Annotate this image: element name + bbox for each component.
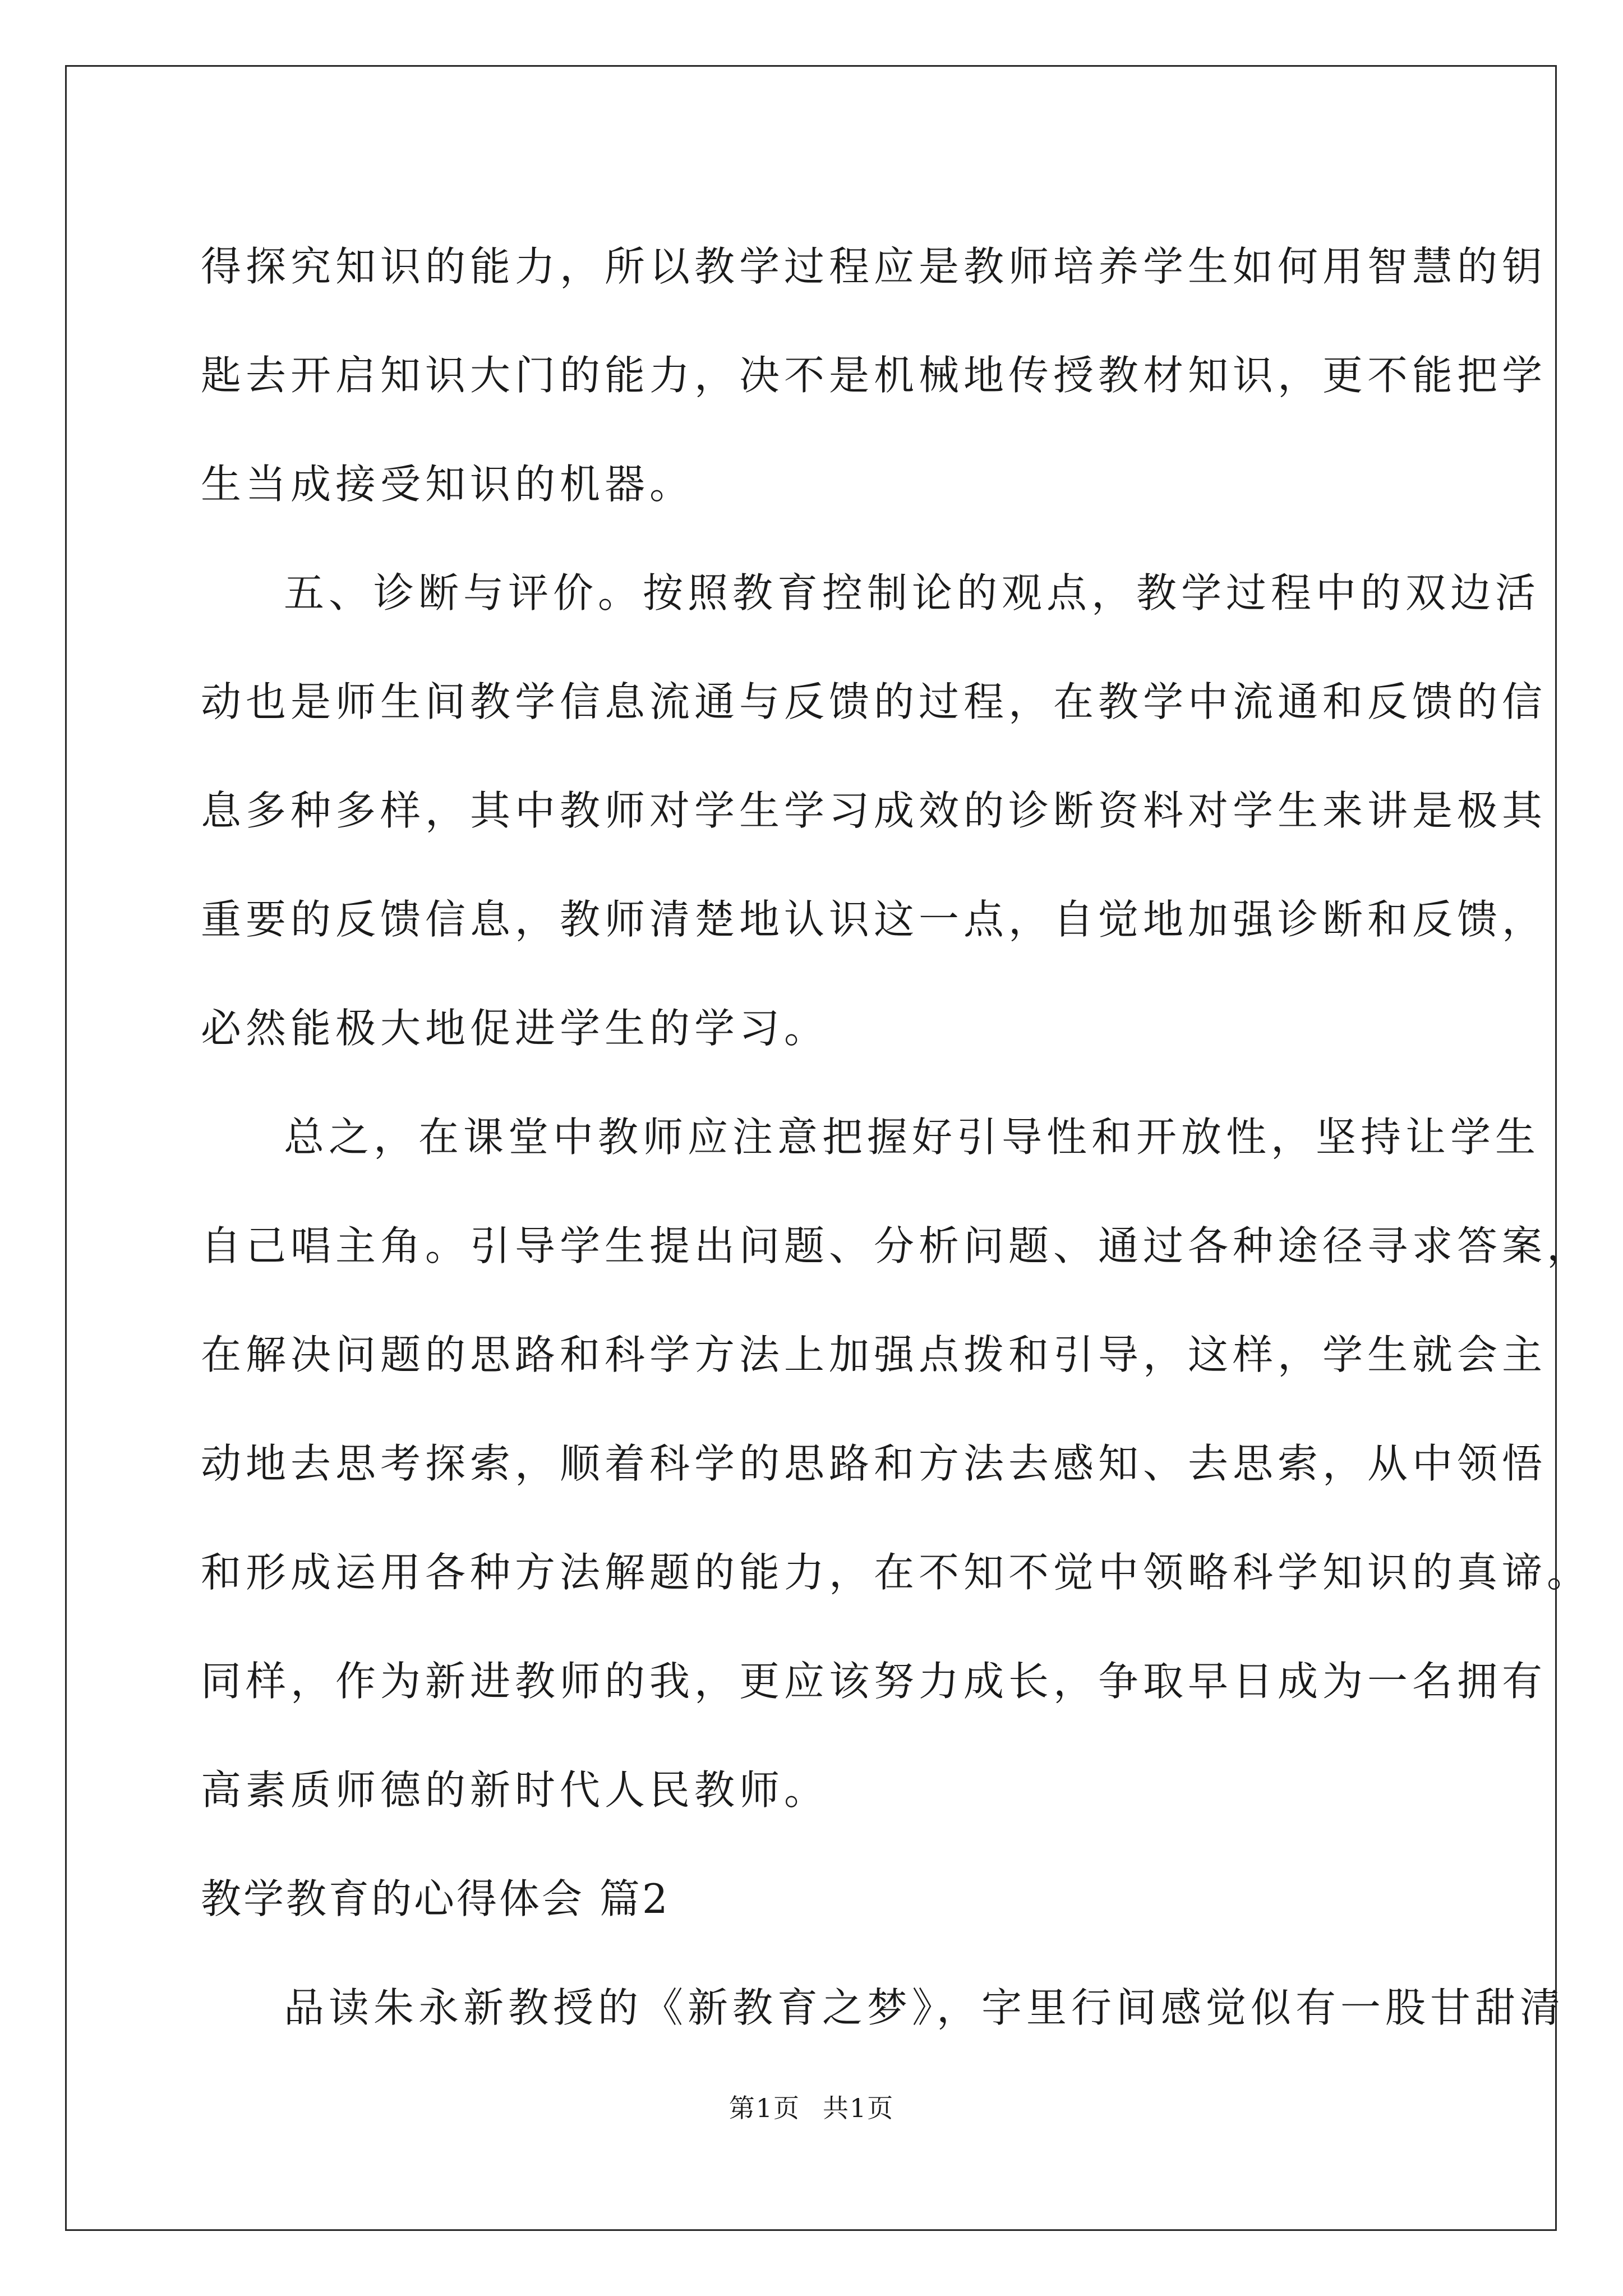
text-line: 生当成接受知识的机器。: [201, 461, 695, 508]
text-line: 必然能极大地促进学生的学习。: [201, 1005, 829, 1052]
text-line: 在解决问题的思路和科学方法上加强点拨和引导，这样，学生就会主: [201, 1331, 1547, 1378]
text-line: 和形成运用各种方法解题的能力，在不知不觉中领略科学知识的真谛。: [201, 1549, 1592, 1596]
text-line: 重要的反馈信息，教师清楚地认识这一点，自觉地加强诊断和反馈，: [201, 896, 1547, 943]
page-total: 共1页: [823, 2093, 895, 2123]
text-line: 动地去思考探索，顺着科学的思路和方法去感知、去思索，从中领悟: [201, 1440, 1547, 1487]
document-body: [201, 212, 1592, 2062]
paragraph-start-line: 五、诊断与评价。按照教育控制论的观点，教学过程中的双边活: [284, 569, 1541, 616]
text-line: 高素质师德的新时代人民教师。: [201, 1766, 829, 1814]
section-heading: 教学教育的心得体会 篇2: [201, 1875, 670, 1922]
text-line: 匙去开启知识大门的能力，决不是机械地传授教材知识，更不能把学: [201, 352, 1547, 399]
text-line: 息多种多样，其中教师对学生学习成效的诊断资料对学生来讲是极其: [201, 787, 1547, 834]
page-footer: [0, 2088, 1623, 2125]
text-line: 同样，作为新进教师的我，更应该努力成长，争取早日成为一名拥有: [201, 1658, 1547, 1705]
text-line: 动也是师生间教学信息流通与反馈的过程，在教学中流通和反馈的信: [201, 678, 1547, 725]
text-line: 自己唱主角。引导学生提出问题、分析问题、通过各种途径寻求答案，: [201, 1222, 1592, 1269]
page-number: 第1页: [728, 2093, 800, 2123]
paragraph-start-line: 总之，在课堂中教师应注意把握好引导性和开放性，坚持让学生: [284, 1114, 1541, 1161]
text-line: 得探究知识的能力，所以教学过程应是教师培养学生如何用智慧的钥: [201, 243, 1547, 290]
paragraph-start-line: 品读朱永新教授的《新教育之梦》，字里行间感觉似有一股甘甜清: [284, 1984, 1565, 2031]
